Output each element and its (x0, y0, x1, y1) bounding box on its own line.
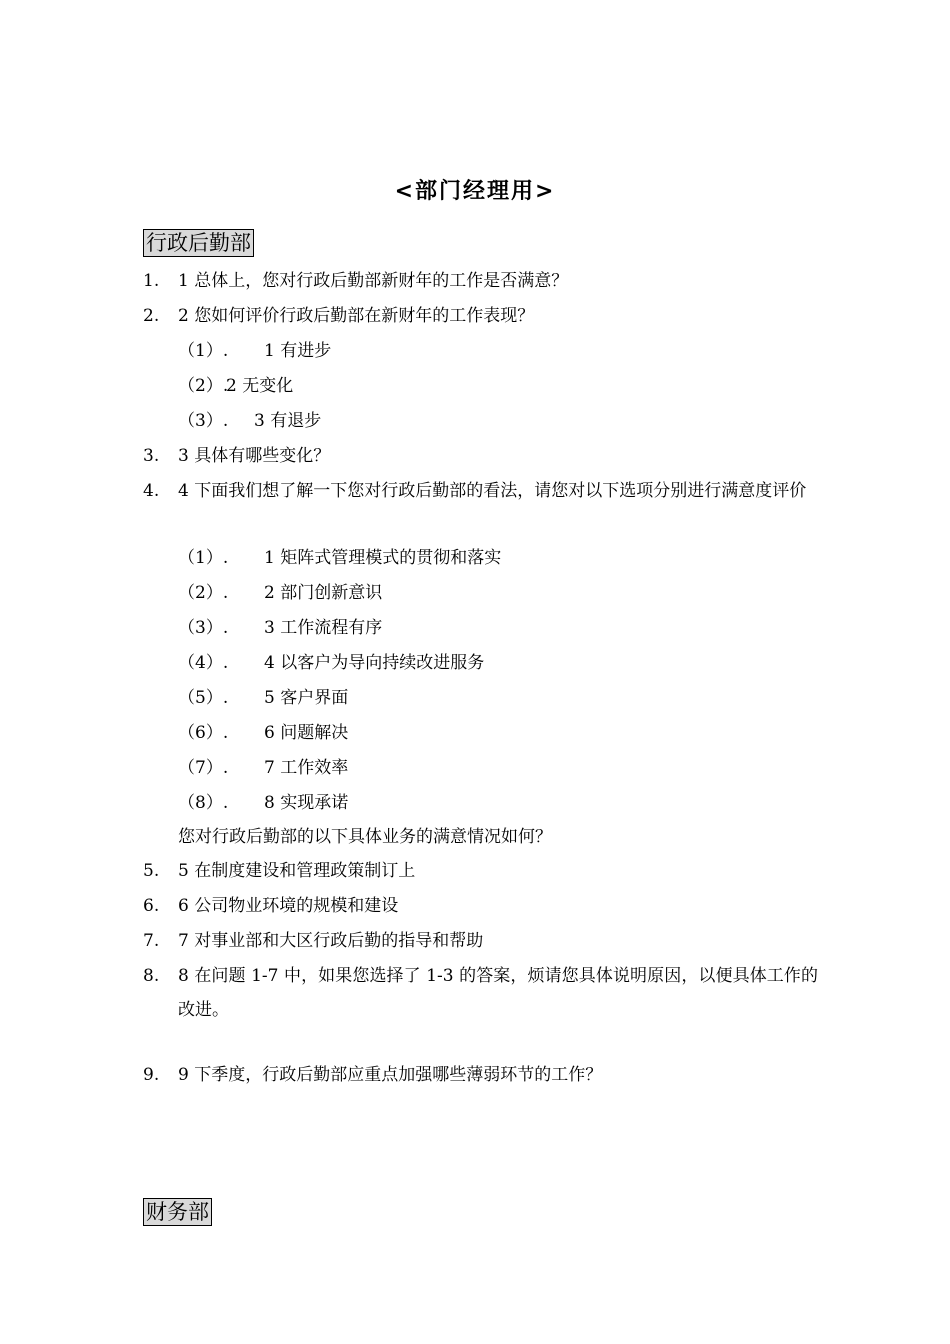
question-text: 2 您如何评价行政后勤部在新财年的工作表现？ (178, 306, 535, 326)
option-label: 3 工作流程有序 (264, 618, 383, 638)
option-label: 6 问题解决 (264, 723, 349, 743)
page-title: <部门经理用> (394, 179, 556, 204)
option-label: 2 部门创新意识 (264, 583, 383, 603)
question-text: 1 总体上，您对行政后勤部新财年的工作是否满意？ (178, 271, 569, 291)
intro-text: 您对行政后勤部的以下具体业务的满意情况如何？ (178, 827, 552, 847)
question-8-text: 8 在问题 1-7 中，如果您选择了 1-3 的答案，烦请您具体说明原因，以便具体工作的改进。 (178, 966, 818, 1020)
question-text: 5 在制度建设和管理政策制订上 (178, 861, 416, 881)
option-index: （4）. (178, 653, 229, 673)
option-index: （1）. (178, 341, 229, 361)
question-4-text: 4 下面我们想了解一下您对行政后勤部的看法，请您对以下选项分别进行满意度评价 (178, 481, 807, 501)
question-number: 3. (143, 446, 160, 466)
option-label: 8 实现承诺 (264, 793, 349, 813)
option-label: 2 无变化 (226, 376, 294, 396)
question-number: 6. (143, 896, 160, 916)
question-text: 7 对事业部和大区行政后勤的指导和帮助 (178, 931, 484, 951)
section-heading-admin: 行政后勤部 (143, 229, 254, 257)
question-text: 9 下季度，行政后勤部应重点加强哪些薄弱环节的工作？ (178, 1065, 603, 1085)
question-text: 6 公司物业环境的规模和建设 (178, 896, 399, 916)
option-label: 1 有进步 (264, 341, 332, 361)
option-index: （6）. (178, 723, 229, 743)
question-number: 9. (143, 1065, 160, 1085)
option-label: 1 矩阵式管理模式的贯彻和落实 (264, 548, 502, 568)
option-label: 7 工作效率 (264, 758, 349, 778)
question-number: 5. (143, 861, 160, 881)
option-index: （2）. (178, 583, 229, 603)
option-index: （3）. (178, 411, 229, 431)
section-heading-finance: 财务部 (143, 1198, 212, 1226)
question-number: 1. (143, 271, 160, 291)
option-index: （2）. (178, 376, 229, 396)
question-number: 4. (143, 481, 160, 501)
question-number: 8. (143, 966, 160, 986)
option-index: （5）. (178, 688, 229, 708)
option-index: （3）. (178, 618, 229, 638)
question-number: 2. (143, 306, 160, 326)
option-index: （1）. (178, 548, 229, 568)
option-index: （7）. (178, 758, 229, 778)
option-label: 4 以客户为导向持续改进服务 (264, 653, 485, 673)
question-text: 3 具体有哪些变化？ (178, 446, 331, 466)
option-label: 5 客户界面 (264, 688, 349, 708)
question-number: 7. (143, 931, 160, 951)
option-index: （8）. (178, 793, 229, 813)
option-label: 3 有退步 (254, 411, 322, 431)
